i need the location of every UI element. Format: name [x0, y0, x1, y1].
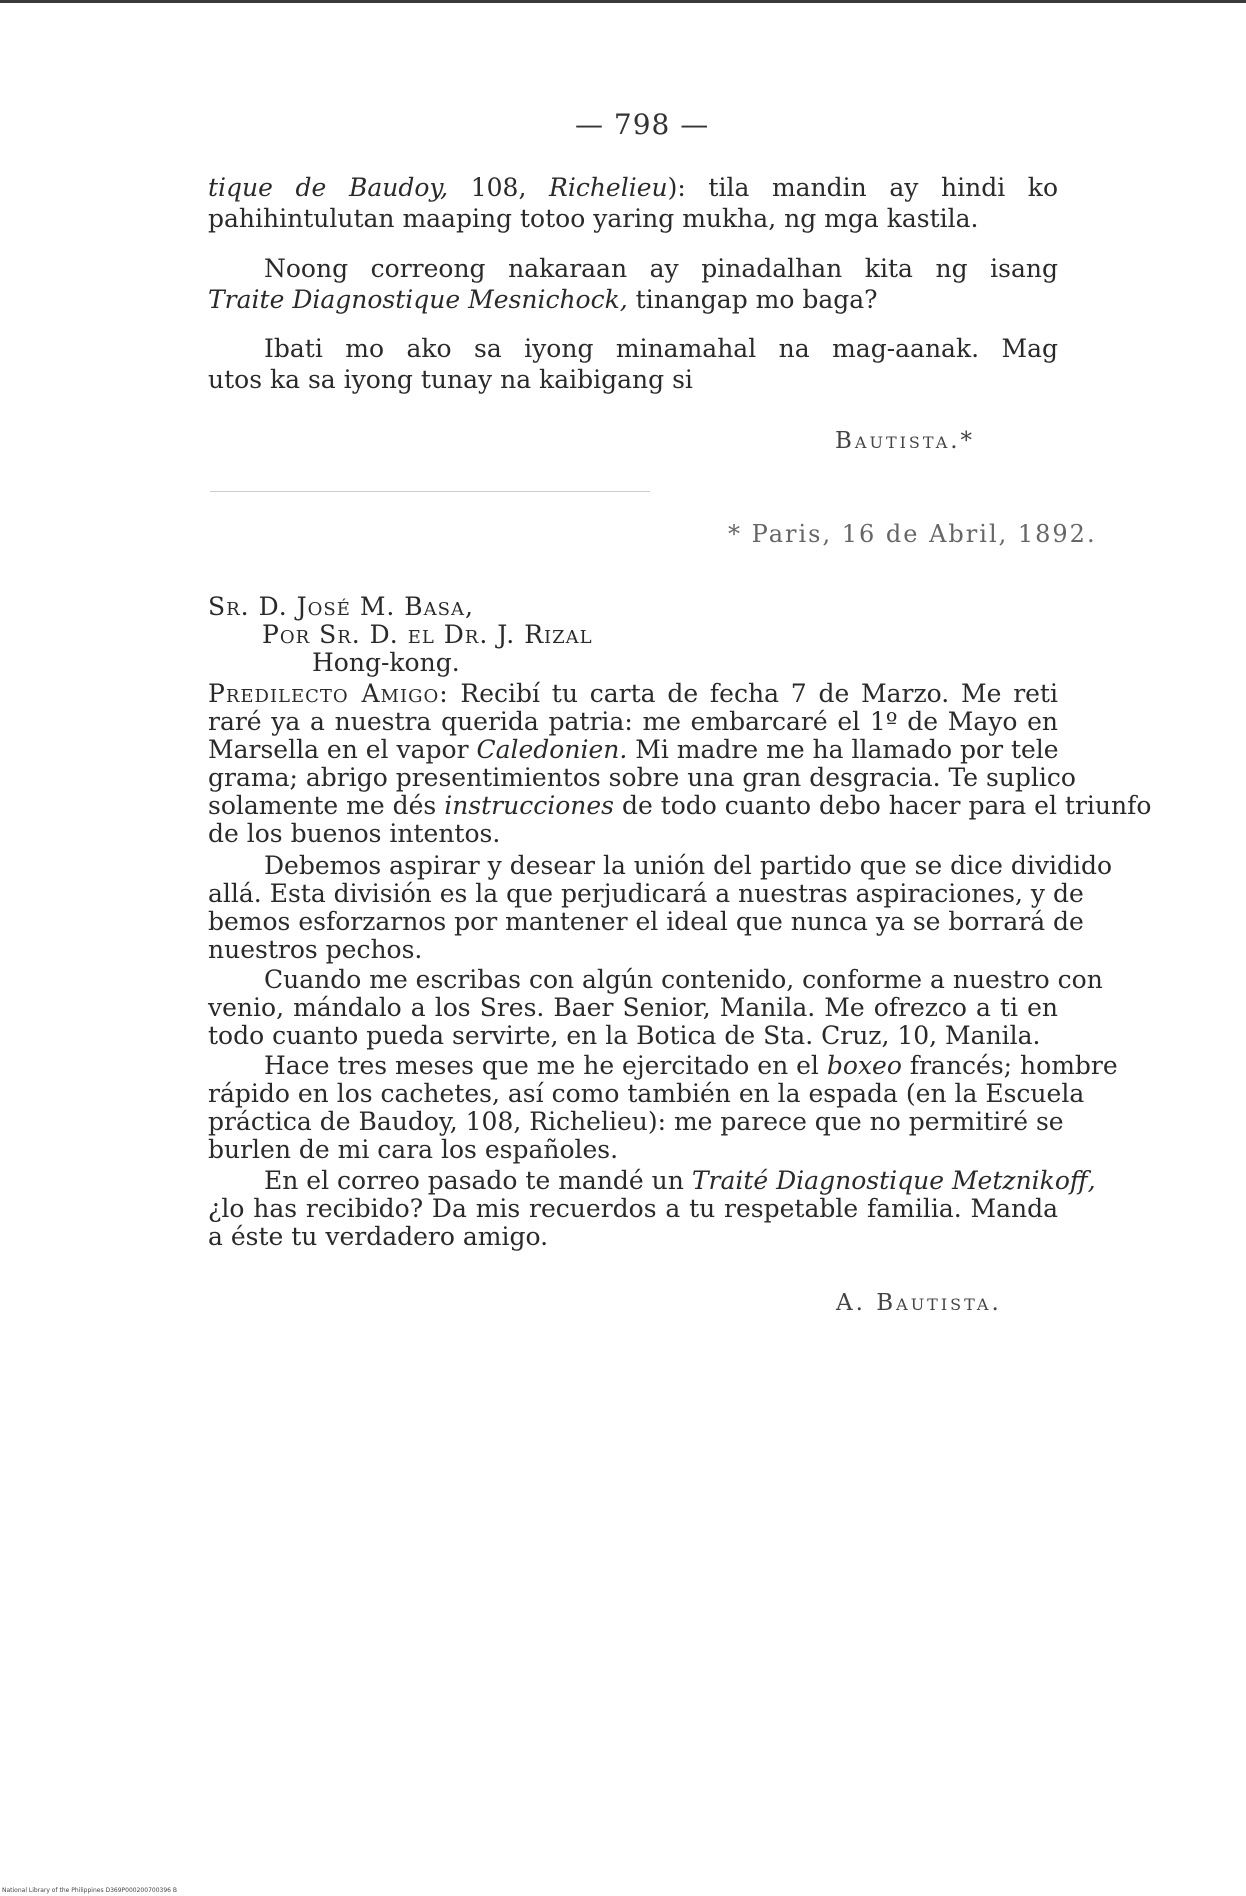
- spanish-paragraph-4: [208, 1051, 1118, 1164]
- spanish-paragraph-5: [208, 1166, 1096, 1251]
- text-line: solamente me dés instrucciones de todo cuanto debo hacer para el triunfo: [208, 791, 1152, 820]
- text-line: tique de Baudoy, 108, Richelieu): tila mandin ay hindi ko: [208, 173, 1058, 202]
- text-line: de los buenos intentos.: [208, 819, 501, 848]
- text-line: todo cuanto pueda servirte, en la Botica de Sta. Cruz, 10, Manila.: [208, 1021, 1041, 1050]
- text-line: Ibati mo ako sa iyong minamahal na mag-aanak. Mag: [264, 334, 1058, 363]
- text-line: venio, mándalo a los Sres. Baer Senior, Manila. Me ofrezco a ti en: [208, 993, 1058, 1022]
- spanish-signature: A. Bautista.: [836, 1290, 1002, 1316]
- text-line: ¿lo has recibido? Da mis recuerdos a tu respetable familia. Manda: [208, 1194, 1058, 1223]
- text-line: bemos esforzarnos por mantener el ideal que nunca ya se borrará de: [208, 907, 1084, 936]
- spanish-paragraph-2: [208, 851, 1113, 964]
- tagalog-paragraph-3: [208, 333, 1058, 395]
- text-line: práctica de Baudoy, 108, Richelieu): me parece que no permitiré se: [208, 1107, 1064, 1136]
- text-line: rápido en los cachetes, así como también en la espada (en la Escuela: [208, 1079, 1085, 1108]
- archive-footer: National Library of the Philippines D369P000200700396 B: [2, 1887, 177, 1894]
- separator-line: [210, 491, 650, 492]
- address-line-3: Hong-kong.: [312, 648, 460, 677]
- text-line: nuestros pechos.: [208, 935, 423, 964]
- text-line: Cuando me escribas con algún contenido, conforme a nuestro con: [264, 965, 1103, 994]
- text-line: Hace tres meses que me he ejercitado en el boxeo francés; hombre: [264, 1051, 1118, 1080]
- text-line: pahihintulutan maaping totoo yaring mukha, ng mga kastila.: [208, 204, 979, 233]
- page-number: — 798 —: [575, 108, 710, 141]
- text-line: raré ya a nuestra querida patria: me embarcaré el 1º de Mayo en: [208, 707, 1058, 736]
- text-line: Traite Diagnostique Mesnichock, tinangap mo baga?: [208, 285, 878, 314]
- text-line: allá. Esta división es la que perjudicará a nuestras aspiraciones, y de: [208, 879, 1084, 908]
- tagalog-signature: Bautista.*: [835, 428, 976, 454]
- text-line: En el correo pasado te mandé un Traité Diagnostique Metznikoff,: [264, 1166, 1096, 1195]
- address-line-2: Por Sr. D. el Dr. J. Rizal: [262, 620, 593, 649]
- footnote-date: * Paris, 16 de Abril, 1892.: [728, 520, 1097, 548]
- tagalog-paragraph-1: [208, 172, 1058, 234]
- spanish-paragraph-3: [208, 965, 1103, 1050]
- address-line-1: Sr. D. José M. Basa,: [208, 592, 474, 621]
- text-line: grama; abrigo presentimientos sobre una gran desgracia. Te suplico: [208, 763, 1076, 792]
- tagalog-paragraph-2: [208, 253, 1058, 315]
- text-line: burlen de mi cara los españoles.: [208, 1135, 619, 1164]
- spanish-paragraph-1: [208, 679, 1152, 848]
- text-line: Debemos aspirar y desear la unión del partido que se dice dividido: [264, 851, 1113, 880]
- text-line: utos ka sa iyong tunay na kaibigang si: [208, 365, 693, 394]
- text-line: a éste tu verdadero amigo.: [208, 1222, 549, 1251]
- text-line: Marsella en el vapor Caledonien. Mi madre me ha llamado por tele: [208, 735, 1059, 764]
- top-rule: [0, 0, 1246, 3]
- text-line: Noong correong nakaraan ay pinadalhan kita ng isang: [264, 254, 1058, 283]
- text-line: Predilecto Amigo: Recibí tu carta de fecha 7 de Marzo. Me reti: [208, 679, 1058, 708]
